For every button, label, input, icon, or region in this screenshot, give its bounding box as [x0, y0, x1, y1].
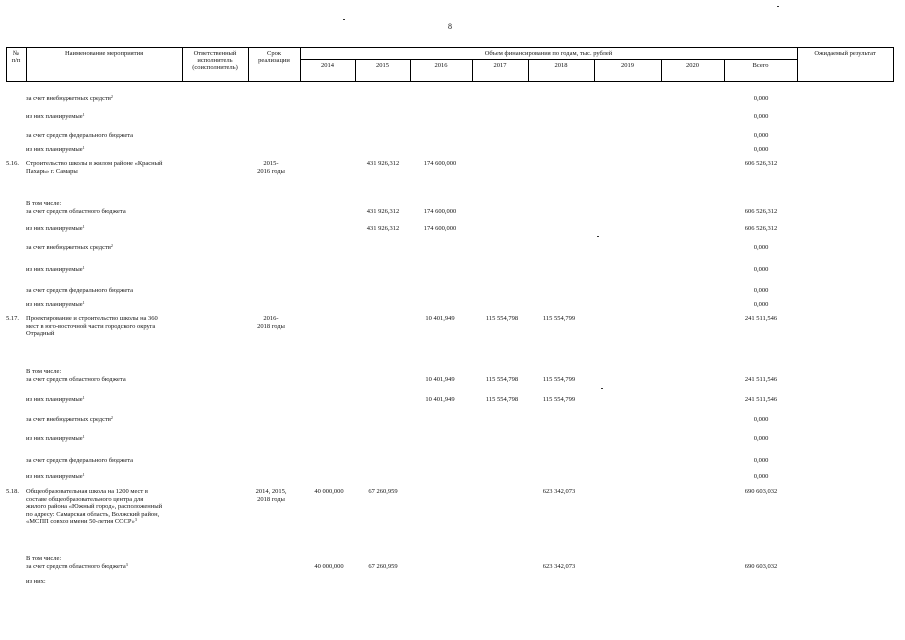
row-number: 5.17. — [6, 315, 19, 322]
value-y2014: 40 000,000 — [314, 488, 344, 495]
footnote-mark: 1 — [82, 145, 85, 150]
value-total: 0,000 — [753, 457, 769, 464]
value-total: 690 603,032 — [744, 488, 778, 495]
header-result: Ожидаемый результат — [814, 50, 876, 57]
row-term: 2015- 2016 годы — [257, 160, 285, 175]
value-y2015: 431 926,312 — [366, 207, 400, 215]
year-2015: 2015 — [376, 62, 389, 69]
row-name: В том числе: за счет средств областного бюджета$^3$ — [26, 555, 128, 570]
scan-speck — [343, 19, 345, 20]
header-term: Срок реализации — [258, 50, 290, 64]
value-y2018: 115 554,799 — [542, 315, 576, 322]
value-y2018: 115 554,799 — [542, 396, 576, 403]
value-y2017: 115 554,798 — [485, 396, 519, 403]
value-y2018: 115 554,799 — [542, 375, 576, 383]
row-name: за счет внебюджетных средств$^2$ — [26, 243, 113, 251]
value-y2016: 10 401,949 — [425, 396, 455, 403]
row-name: за счет внебюджетных средств$^2$ — [26, 94, 113, 102]
page-marker: 8 — [448, 22, 452, 31]
footnote-mark: 1 — [82, 112, 85, 117]
row-name: за счет внебюджетных средств$^2$ — [26, 415, 113, 423]
value-total: 0,000 — [753, 132, 769, 139]
value-y2017: 115 554,798 — [485, 375, 519, 383]
row-name: Общеобразовательная школа на 1200 мест в составе общеобразовательного центра для жилого района «Южный город», расположенный по адресу: Самарская область, Волжский район, «МСПП совхоз имени 50-летия СССР»$^3$ — [26, 488, 163, 526]
row-name: из них: — [26, 578, 46, 585]
value-y2016: 10 401,949 — [425, 315, 455, 322]
value-y2015: 431 926,312 — [366, 160, 400, 167]
footnote-mark: 1 — [82, 434, 85, 439]
row-name: из них планируемые$^1$ — [26, 224, 85, 232]
row-name: В том числе: за счет средств областного бюджета — [26, 368, 126, 383]
footnote-mark: 1 — [82, 472, 85, 477]
year-2018: 2018 — [554, 62, 568, 69]
footnote-mark: 1 — [82, 224, 85, 229]
scan-speck — [601, 388, 603, 389]
row-name: за счет средств федерального бюджета — [26, 132, 134, 139]
row-name: из них планируемые$^1$ — [26, 395, 85, 403]
row-name: из них планируемые$^1$ — [26, 300, 85, 308]
scan-speck — [777, 6, 779, 7]
row-term: 2014, 2015, 2018 годы — [255, 488, 287, 503]
row-name: за счет средств федерального бюджета — [26, 457, 134, 464]
value-total: 0,000 — [753, 113, 769, 120]
year-2017: 2017 — [493, 62, 507, 69]
row-name: В том числе: за счет средств областного бюджета — [26, 200, 126, 215]
value-total: 0,000 — [753, 435, 769, 442]
footnote-mark: 3 — [125, 561, 128, 567]
footnote-mark: 1 — [82, 395, 85, 400]
value-y2018: 623 342,073 — [542, 488, 576, 495]
year-2014: 2014 — [321, 62, 334, 69]
value-total: 0,000 — [753, 266, 769, 273]
row-name: из них планируемые$^1$ — [26, 145, 85, 153]
year-2020: 2020 — [686, 62, 699, 69]
row-number: 5.16. — [6, 160, 19, 167]
footnote-mark: 2 — [110, 94, 113, 99]
value-total: 0,000 — [753, 473, 769, 480]
header-num: № п/п — [11, 50, 21, 64]
value-y2016: 10 401,949 — [425, 375, 455, 383]
value-total: 0,000 — [753, 244, 769, 251]
value-y2017: 115 554,798 — [485, 315, 519, 322]
value-total: 0,000 — [753, 146, 769, 153]
value-y2015: 67 260,959 — [368, 488, 398, 495]
value-total: 241 511,546 — [744, 396, 778, 403]
row-name: из них планируемые$^1$ — [26, 434, 85, 442]
value-total: 0,000 — [753, 416, 769, 423]
footnote-mark: 1 — [82, 300, 85, 305]
value-y2015: 431 926,312 — [366, 225, 400, 232]
value-total: 606 526,312 — [744, 225, 778, 232]
value-total: 241 511,546 — [744, 375, 778, 383]
header-funding: Объем финансирования по годам, тыс. рублей — [484, 50, 613, 57]
footnote-mark: 3 — [134, 517, 137, 523]
footnote-mark: 2 — [110, 243, 113, 248]
value-y2015: 67 260,959 — [368, 562, 398, 570]
footnote-mark: 1 — [82, 265, 85, 270]
value-y2016: 174 600,000 — [423, 225, 457, 232]
row-name: из них планируемые$^1$ — [26, 265, 85, 273]
value-y2014: 40 000,000 — [314, 562, 344, 570]
footnote-mark: 2 — [110, 415, 113, 420]
scan-speck — [597, 236, 599, 237]
row-name: из них планируемые$^1$ — [26, 112, 85, 120]
value-y2018: 623 342,073 — [542, 562, 576, 570]
year-2016: 2016 — [434, 62, 448, 69]
row-number: 5.18. — [6, 488, 19, 495]
value-y2016: 174 600,000 — [423, 160, 457, 167]
row-name: Проектирование и строительство школы на 360 мест в юго-восточной части городского округа Отрадный — [26, 315, 158, 338]
header-name: Наименование мероприятия — [64, 50, 144, 57]
row-name: из них планируемые$^1$ — [26, 472, 85, 480]
row-term: 2016- 2018 годы — [257, 315, 285, 330]
header-executor: Ответственный исполнитель (соисполнитель) — [192, 50, 238, 71]
value-total: 690 603,032 — [744, 562, 778, 570]
value-y2016: 174 600,000 — [423, 207, 457, 215]
value-total: 0,000 — [753, 287, 769, 294]
year-2019: 2019 — [621, 62, 634, 69]
table-header — [6, 47, 894, 82]
row-name: Строительство школы в жилом районе «Красный Пахарь» г. Самары — [26, 160, 163, 175]
year-total: Всего — [752, 62, 769, 69]
value-total: 0,000 — [753, 95, 769, 102]
value-total: 606 526,312 — [744, 160, 778, 167]
value-total: 606 526,312 — [744, 207, 778, 215]
row-name: за счет средств федерального бюджета — [26, 287, 134, 294]
value-total: 241 511,546 — [744, 315, 778, 322]
value-total: 0,000 — [753, 301, 769, 308]
